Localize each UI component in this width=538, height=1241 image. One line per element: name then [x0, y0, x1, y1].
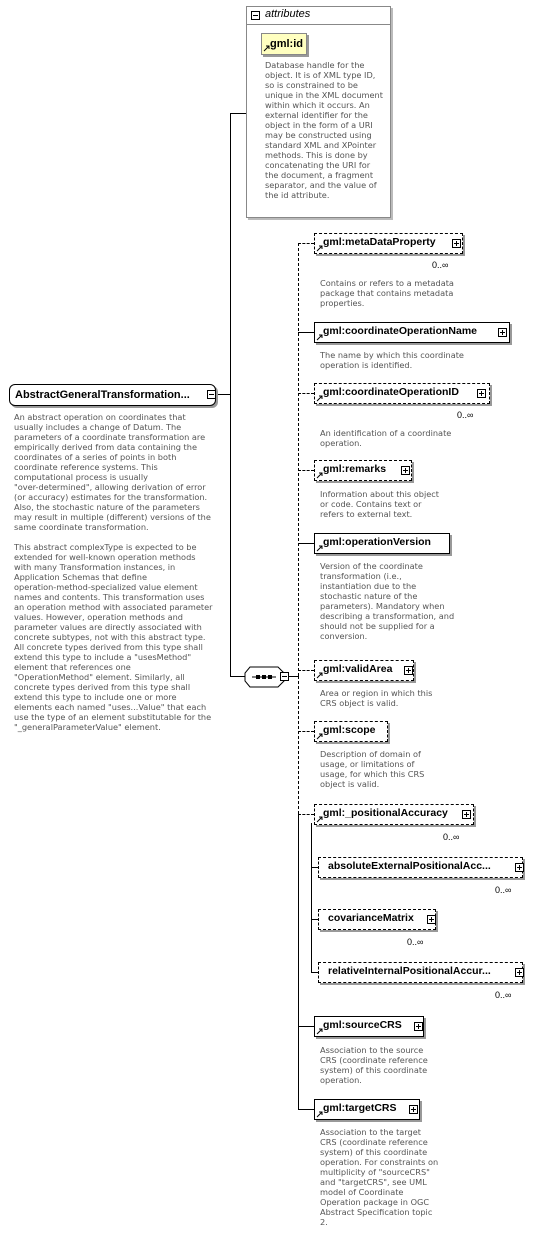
expand-icon[interactable]: [401, 466, 410, 475]
attributes-group: [246, 6, 391, 218]
expand-icon[interactable]: [515, 968, 524, 977]
relativeinternal-cardinality: 0..∞: [495, 990, 512, 1000]
reference-arrow-icon: [316, 816, 323, 823]
positionalaccuracy-box[interactable]: [314, 804, 474, 825]
expand-icon[interactable]: [427, 915, 436, 924]
coordinateoperationname-description: The name by which this coordinate operation is identified.: [320, 350, 464, 370]
validarea-box[interactable]: [314, 660, 414, 681]
expand-icon[interactable]: [477, 389, 486, 398]
targetcrs-label: gml:targetCRS: [323, 1102, 397, 1114]
reference-arrow-icon: [316, 1111, 323, 1118]
operationversion-label: gml:operationVersion: [323, 536, 431, 548]
reference-arrow-icon: [316, 472, 323, 479]
metadataproperty-box[interactable]: [314, 233, 463, 254]
operationversion-description: Version of the coordinate transformation (i.e., instantiation due to the stochastic nature of the parameters). Mandatory when describing a transformation, and should not be supplied for a conversion.: [320, 561, 455, 641]
reference-arrow-icon: [316, 245, 323, 252]
reference-arrow-icon: [316, 672, 323, 679]
attributes-title: attributes: [265, 8, 311, 20]
scope-description: Description of domain of usage, or limitations of usage, for which this CRS object is valid.: [320, 749, 425, 789]
subst-trunk: [311, 823, 312, 973]
branch-validarea: [298, 670, 314, 671]
positionalaccuracy-cardinality: 0..∞: [443, 832, 460, 842]
sequence-collapse-icon[interactable]: [280, 672, 289, 681]
root-trunk-line: [230, 113, 231, 676]
coordinateoperationid-box[interactable]: [314, 383, 490, 404]
targetcrs-box[interactable]: [314, 1099, 420, 1120]
reference-arrow-icon: [316, 1028, 323, 1035]
reference-arrow-icon: [263, 45, 270, 52]
branch-posacc: [298, 814, 314, 815]
attributes-divider: [247, 24, 390, 25]
remarks-label: gml:remarks: [323, 463, 387, 475]
sequence-trunk-mid: [298, 676, 299, 814]
remarks-box[interactable]: [314, 460, 412, 481]
covariancematrix-box[interactable]: [318, 909, 436, 930]
covariancematrix-cardinality: 0..∞: [407, 937, 424, 947]
covariancematrix-label: covarianceMatrix: [328, 912, 414, 924]
attribute-id-label: gml:id: [270, 38, 303, 50]
scope-box[interactable]: [314, 721, 388, 742]
validarea-label: gml:validArea: [323, 663, 393, 675]
collapse-icon[interactable]: [251, 11, 260, 20]
remarks-description: Information about this object or code. Contains text or refers to external text.: [320, 489, 439, 519]
absoluteexternal-box[interactable]: [318, 857, 523, 878]
root-connector: [218, 394, 230, 395]
relativeinternal-box[interactable]: [318, 962, 523, 983]
expand-icon[interactable]: [414, 1022, 423, 1031]
operationversion-box[interactable]: [314, 533, 450, 554]
targetcrs-description: Association to the target CRS (coordinate reference system) of this coordinate operation. For constraints on multiplicity of "sourceCRS" and "targetCRS", see UML model of Coordinate Operation package in OGC Abstract Specification topic 2.: [320, 1127, 439, 1227]
branch-opid: [298, 393, 314, 394]
expand-icon[interactable]: [452, 239, 461, 248]
metadataproperty-description: Contains or refers to a metadata package that contains metadata properties.: [320, 278, 454, 308]
coordinateoperationname-box[interactable]: [314, 322, 510, 343]
coordinateoperationname-label: gml:coordinateOperationName: [323, 325, 478, 337]
branch-target: [298, 1109, 314, 1110]
branch-remarks: [298, 470, 314, 471]
validarea-description: Area or region in which this CRS object is valid.: [320, 688, 433, 708]
sourcecrs-box[interactable]: [314, 1016, 424, 1037]
sequence-trunk-lower: [298, 814, 299, 1110]
scope-label: gml:scope: [323, 724, 376, 736]
branch-metadata: [298, 243, 314, 244]
expand-icon[interactable]: [409, 1105, 418, 1114]
subst-branch-abs: [311, 867, 318, 868]
sequence-trunk-upper: [298, 243, 299, 676]
absoluteexternal-cardinality: 0..∞: [495, 885, 512, 895]
expand-icon[interactable]: [498, 328, 507, 337]
sourcecrs-description: Association to the source CRS (coordinate reference system) of this coordinate operation.: [320, 1045, 428, 1085]
reference-arrow-icon: [316, 733, 323, 740]
positionalaccuracy-label: gml:_positionalAccuracy: [323, 807, 448, 819]
branch-opname: [298, 332, 314, 333]
coordinateoperationid-description: An identification of a coordinate operation.: [320, 428, 452, 448]
branch-scope: [298, 731, 314, 732]
expand-icon[interactable]: [404, 666, 413, 675]
root-element-box[interactable]: [9, 384, 216, 406]
root-element-label: AbstractGeneralTransformation...: [15, 389, 190, 401]
expand-icon[interactable]: [462, 810, 471, 819]
attributes-connector: [230, 113, 246, 114]
reference-arrow-icon: [316, 395, 323, 402]
root-collapse-icon[interactable]: [207, 390, 216, 399]
metadataproperty-label: gml:metaDataProperty: [323, 236, 436, 248]
attribute-id-description: Database handle for the object. It is of XML type ID, so is constrained to be unique in the XML document within which it occurs. An external identifier for the object in the form of a URI may be constructed using standard XML and XPointer methods. This is done by concatenating the URI for the document, a fragment separator, and the value of the id attribute.: [265, 60, 383, 200]
absoluteexternal-label: absoluteExternalPositionalAcc...: [328, 860, 491, 872]
coordinateoperationid-cardinality: 0..∞: [457, 410, 474, 420]
branch-version: [298, 543, 314, 544]
sourcecrs-label: gml:sourceCRS: [323, 1019, 402, 1031]
attribute-id-box[interactable]: [261, 33, 307, 55]
coordinateoperationid-label: gml:coordinateOperationID: [323, 386, 459, 398]
reference-arrow-icon: [316, 334, 323, 341]
metadataproperty-cardinality: 0..∞: [432, 260, 449, 270]
expand-icon[interactable]: [515, 863, 524, 872]
reference-arrow-icon: [316, 545, 323, 552]
subst-branch-rel: [311, 972, 318, 973]
root-description: An abstract operation on coordinates that usually includes a change of Datum. The parameters of a coordinate transformation are empirically derived from data containing the coordinates of a series of points in both coordinate reference systems. This computational process is usually "over-determined", allowing derivation of error (or accuracy) estimates for the transformation. Also, the stochastic nature of the parameters may result in multiple (different) versions of the same coordinate transformation. This abstract complexType is expected to be extended for well-known operation methods with many Transformation instances, in Application Schemas that define operation-method-specialized value element names and contents. This transformation uses an operation method with associated parameter values. However, operation methods and parameter values are directly associated with concrete subtypes, not with this abstract type. All concrete types derived from this type shall extend this type to include a "usesMethod" element that references one "OperationMethod" element. Similarly, all concrete types derived from this type shall extend this type to include one or more elements each named "uses...Value" that each use the type of an element substitutable for the "_generalParameterValue" element.: [14, 412, 213, 732]
relativeinternal-label: relativeInternalPositionalAccur...: [328, 965, 491, 977]
branch-source: [298, 1026, 314, 1027]
subst-branch-cov: [311, 919, 318, 920]
